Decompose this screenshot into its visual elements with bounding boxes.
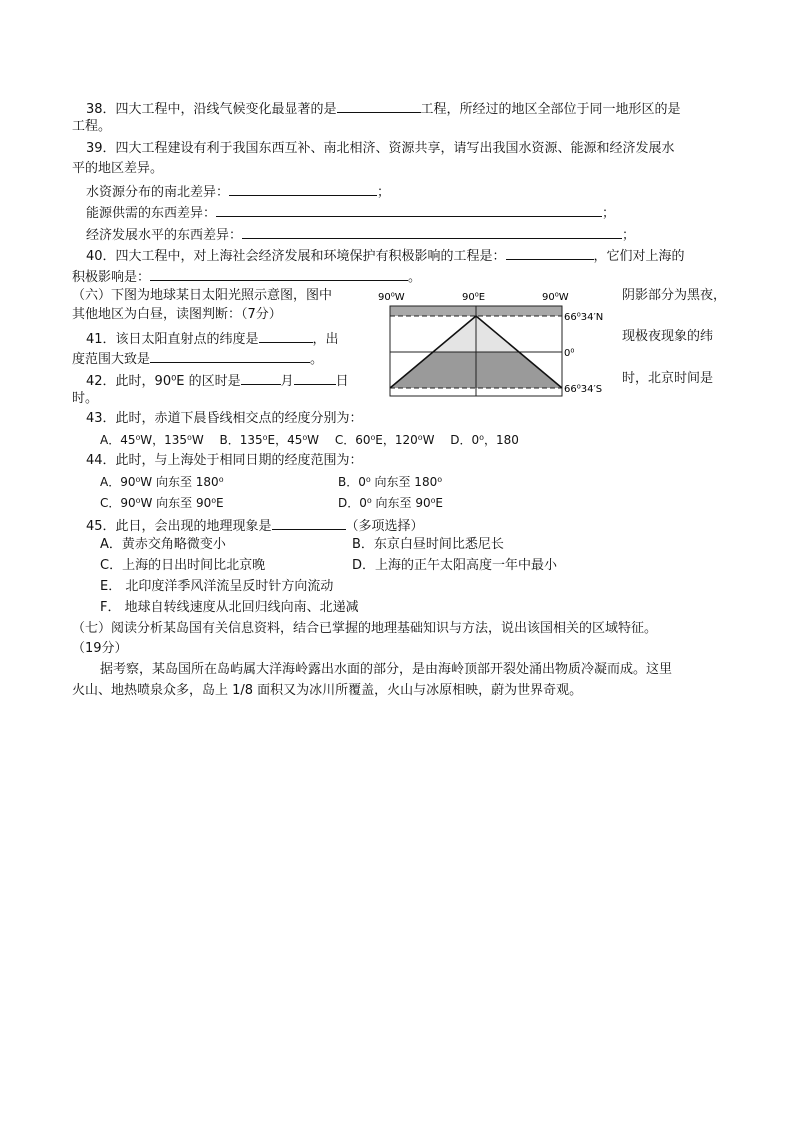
q41-line1-right: 现极夜现象的纬 [622,329,714,344]
q39-water-label: 水资源分布的南北差异： [86,185,230,200]
q39-line1: 39．四大工程建设有利于我国东西互补、南北相济、资源共享，请写出我国水资源、能源和经济发展水 [86,141,675,156]
q45-option-b: B．东京白昼时间比悉尼长 [352,537,504,552]
q45-blank[interactable] [272,515,346,530]
q43-options: A．45⁰W，135⁰W B．135⁰E，45⁰W C．60⁰E，120⁰W D．0⁰，180 [100,433,519,447]
q40-blank-2[interactable] [150,266,408,281]
q45-text-a: 45．此日，会出现的地理现象是 [86,519,272,534]
q40-line2 [72,266,421,287]
q43-stem: 43．此时，赤道下晨昏线相交点的经度分别为： [86,411,363,426]
q40-text-c: 积极影响是： [72,270,151,285]
q42-text-b: 月 [280,374,294,389]
q38-text-a: 38．四大工程中，沿线气候变化最显著的是 [86,102,337,117]
sec7-heading: （七）阅读分析某岛国有关信息资料，结合已掌握的地理基础知识与方法，说出该国相关的区域特征。 [72,621,658,636]
q44-option-a: A．90⁰W 向东至 180⁰ [100,475,224,489]
sec7-score: （19分） [72,641,128,656]
q45-text-b: （多项选择） [345,519,424,534]
q42-line1-right: 时，北京时间是 [622,371,714,386]
q41-blank-2[interactable] [150,348,310,363]
q42-line1-left [86,370,349,391]
q39-econ-semi: ； [622,228,636,243]
q44-option-b: B．0⁰ 向东至 180⁰ [338,475,443,489]
q42-text-a: 42．此时，90⁰E 的区时是 [86,374,241,389]
q40-text-b: ，它们对上海的 [593,249,685,264]
lat-label-s: 66⁰34′S [564,384,603,395]
q39-energy-blank[interactable] [216,202,602,217]
q44-option-c: C．90⁰W 向东至 90⁰E [100,496,224,510]
q38-line1 [86,98,681,119]
q41-text-a: 41．该日太阳直射点的纬度是 [86,332,259,347]
q40-text-d: 。 [408,270,422,285]
q42-line2: 时。 [72,391,99,406]
q45-option-e: E． 北印度洋季风洋流呈反时针方向流动 [100,579,334,594]
sec6-line1-right: 阴影部分为黑夜， [622,288,727,303]
q38-text-b: 工程，所经过的地区全部位于同一地形区的是 [420,102,681,117]
q41-line2 [72,348,323,369]
q39-econ [86,224,635,245]
q40-text-a: 40．四大工程中，对上海社会经济发展和环境保护有积极影响的工程是： [86,249,506,264]
q40-line1 [86,245,685,266]
q40-blank-1[interactable] [506,245,594,260]
q41-blank-1[interactable] [259,328,313,343]
illumination-svg [374,286,624,402]
q45-option-d: D．上海的正午太阳高度一年中最小 [352,558,558,573]
q39-line2: 平的地区差异。 [72,161,164,176]
q44-stem: 44．此时，与上海处于相同日期的经度范围为： [86,453,363,468]
q39-water [86,181,390,202]
q42-blank-month[interactable] [241,370,281,385]
q39-energy-label: 能源供需的东西差异： [86,206,217,221]
q45-stem [86,515,424,536]
q41-text-e: 。 [310,352,324,367]
q41-text-d: 度范围大致是 [72,352,151,367]
sec6-line2: 其他地区为白昼，读图判断：（7分） [72,307,282,322]
lon-label-left: 90⁰W [378,292,405,303]
q45-option-c: C．上海的日出时间比北京晚 [100,558,266,573]
sec6-line1-left: （六）下图为地球某日太阳光照示意图，图中 [72,288,333,303]
q39-econ-label: 经济发展水平的东西差异： [86,228,243,243]
illumination-diagram [374,286,624,402]
q38-blank-1[interactable] [337,98,421,113]
q45-option-f: F． 地球自转线速度从北回归线向南、北递减 [100,600,359,615]
lat-label-eq: 0⁰ [564,348,575,359]
q45-option-a: A．黄赤交角略微变小 [100,537,226,552]
q42-text-c: 日 [335,374,349,389]
q41-text-b: ，出 [312,332,339,347]
lat-label-n: 66⁰34′N [564,312,604,323]
lon-label-mid: 90⁰E [462,292,486,303]
lon-label-right: 90⁰W [542,292,569,303]
q41-line1-left [86,328,339,349]
q39-water-semi: ； [377,185,391,200]
q39-energy-semi: ； [602,206,616,221]
q38-line2: 工程。 [72,119,112,134]
sec7-para-line1: 据考察，某岛国所在岛屿属大洋海岭露出水面的部分，是由海岭顶部开裂处涌出物质冷凝而成。这里 [100,662,673,677]
q42-blank-day[interactable] [294,370,336,385]
q39-econ-blank[interactable] [242,224,622,239]
sec7-para-line2: 火山、地热喷泉众多，岛上 1/8 面积又为冰川所覆盖，火山与冰原相映，蔚为世界奇观。 [72,683,583,698]
q44-option-d: D．0⁰ 向东至 90⁰E [338,496,443,510]
q39-water-blank[interactable] [229,181,377,196]
q39-energy [86,202,615,223]
